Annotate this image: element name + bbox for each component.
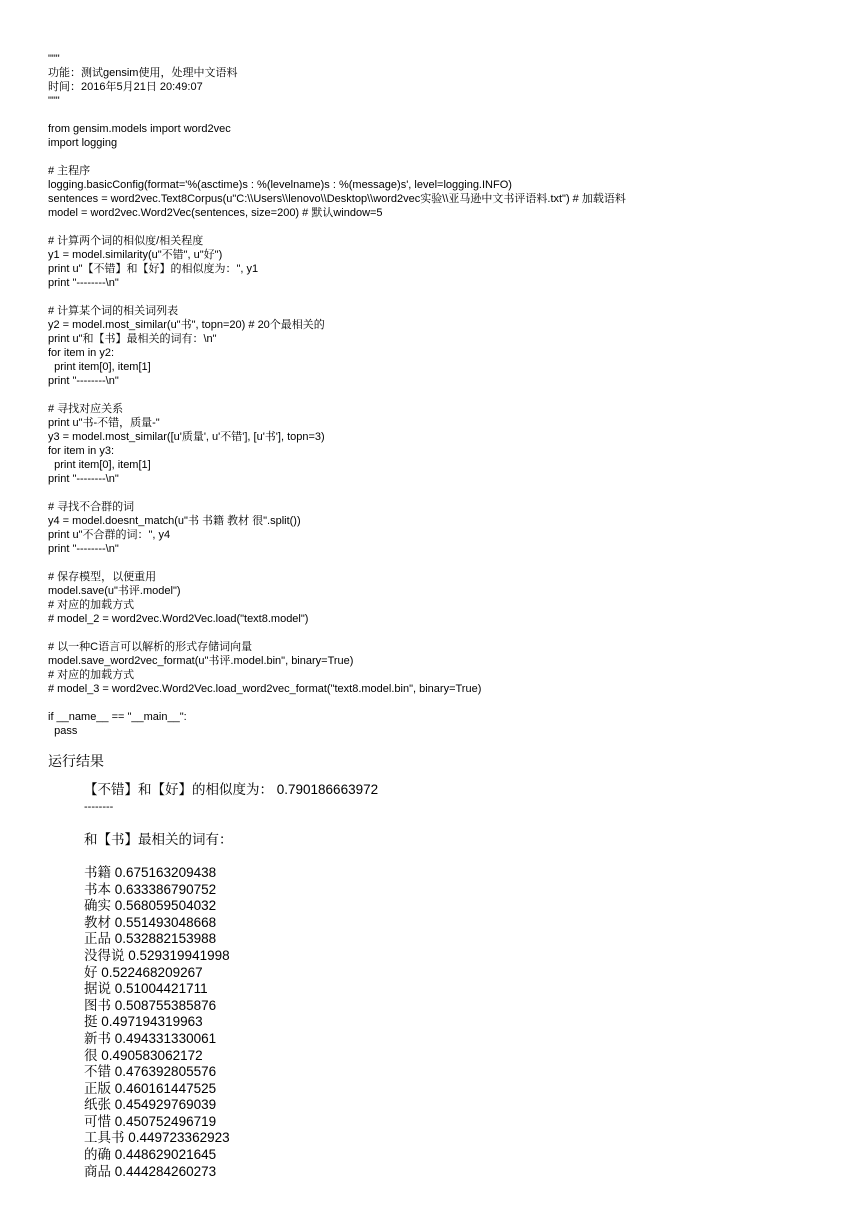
- result-heading: 运行结果: [48, 753, 104, 769]
- code-line: model.save_word2vec_format(u"书评.model.bin", binary=True): [48, 655, 354, 667]
- code-line: model = word2vec.Word2Vec(sentences, size=200) # 默认window=5: [48, 207, 383, 219]
- code-line: # 对应的加载方式: [48, 599, 135, 611]
- code-line: print "--------\n": [48, 473, 119, 485]
- result-line: 确实 0.568059504032: [84, 898, 217, 914]
- result-line: 新书 0.494331330061: [84, 1030, 217, 1046]
- code-line: """: [48, 53, 60, 65]
- code-line: [48, 290, 848, 304]
- result-line: 书本 0.633386790752: [84, 881, 217, 897]
- code-line: print "--------\n": [48, 543, 119, 555]
- code-line: for item in y3:: [48, 445, 115, 457]
- code-line: [48, 626, 848, 640]
- code-line: [48, 108, 848, 122]
- code-line: logging.basicConfig(format='%(asctime)s : %(levelname)s : %(message)s', level=logging.INFO): [48, 179, 512, 191]
- result-line: 的确 0.448629021645: [84, 1147, 217, 1163]
- code-line: # 主程序: [48, 165, 91, 177]
- code-line: print "--------\n": [48, 277, 119, 289]
- code-line: [48, 388, 848, 402]
- code-line: from gensim.models import word2vec: [48, 123, 231, 135]
- code-line: [48, 220, 848, 234]
- code-line: y2 = model.most_similar(u"书", topn=20) # 20个最相关的: [48, 319, 325, 331]
- result-line: [84, 815, 784, 832]
- code-line: # 保存模型，以便重用: [48, 571, 157, 583]
- code-line: print "--------\n": [48, 375, 119, 387]
- result-line: 据说 0.51004421711: [84, 981, 208, 997]
- result-line: 没得说 0.529319941998: [84, 947, 230, 963]
- code-line: # 计算某个词的相关词列表: [48, 305, 179, 317]
- code-line: y4 = model.doesnt_match(u"书 书籍 教材 很".split()): [48, 515, 301, 527]
- result-line: 和【书】最相关的词有：: [84, 831, 233, 847]
- code-line: print item[0], item[1]: [48, 361, 151, 373]
- code-line: [48, 556, 848, 570]
- code-line: [48, 696, 848, 710]
- code-line: # 寻找对应关系: [48, 403, 124, 415]
- result-line: 挺 0.497194319963: [84, 1014, 203, 1030]
- code-line: print u"书-不错，质量-": [48, 417, 160, 429]
- code-line: print item[0], item[1]: [48, 459, 151, 471]
- code-line: 时间：2016年5月21日 20:49:07: [48, 81, 203, 93]
- code-line: import logging: [48, 137, 118, 149]
- result-line: 书籍 0.675163209438: [84, 864, 217, 880]
- code-line: print u"【不错】和【好】的相似度为：", y1: [48, 263, 259, 275]
- code-line: y3 = model.most_similar([u'质量', u'不错'], [u'书'], topn=3): [48, 431, 325, 443]
- result-line: 很 0.490583062172: [84, 1047, 203, 1063]
- result-line: 不错 0.476392805576: [84, 1064, 217, 1080]
- result-line: 纸张 0.454929769039: [84, 1097, 217, 1113]
- result-line: 正版 0.460161447525: [84, 1080, 217, 1096]
- result-line: 好 0.522468209267: [84, 964, 203, 980]
- code-line: # model_3 = word2vec.Word2Vec.load_word2vec_format("text8.model.bin", binary=True): [48, 683, 482, 695]
- code-line: for item in y2:: [48, 347, 115, 359]
- code-line: # 对应的加载方式: [48, 669, 135, 681]
- result-line: 可惜 0.450752496719: [84, 1113, 217, 1129]
- code-line: 功能：测试gensim使用，处理中文语料: [48, 67, 238, 79]
- result-line: 【不错】和【好】的相似度为： 0.790186663972: [84, 782, 379, 797]
- result-line: 工具书 0.449723362923: [84, 1130, 230, 1146]
- code-line: # 以一种C语言可以解析的形式存储词向量: [48, 641, 253, 653]
- result-line: [84, 848, 784, 865]
- code-listing: [48, 52, 848, 738]
- result-line: 商品 0.444284260273: [84, 1163, 217, 1179]
- result-line: --------: [84, 800, 114, 813]
- code-line: """: [48, 95, 60, 107]
- result-line: 教材 0.551493048668: [84, 914, 217, 930]
- code-line: # 计算两个词的相似度/相关程度: [48, 235, 204, 247]
- code-line: print u"和【书】最相关的词有：\n": [48, 333, 217, 345]
- code-line: # 寻找不合群的词: [48, 501, 135, 513]
- code-line: # model_2 = word2vec.Word2Vec.load("text8.model"): [48, 613, 309, 625]
- code-line: model.save(u"书评.model"): [48, 585, 181, 597]
- result-line: 图书 0.508755385876: [84, 997, 217, 1013]
- code-line: if __name__ == "__main__":: [48, 711, 187, 723]
- code-line: [48, 486, 848, 500]
- code-line: print u"不合群的词：", y4: [48, 529, 171, 541]
- code-line: [48, 150, 848, 164]
- result-output: [84, 782, 784, 1180]
- result-line: 正品 0.532882153988: [84, 931, 217, 947]
- code-line: y1 = model.similarity(u"不错", u"好"): [48, 249, 223, 261]
- code-line: sentences = word2vec.Text8Corpus(u"C:\\Users\\lenovo\\Desktop\\word2vec实验\\亚马逊中文书评语料.txt") # 加载语料: [48, 193, 626, 205]
- code-line: pass: [48, 725, 78, 737]
